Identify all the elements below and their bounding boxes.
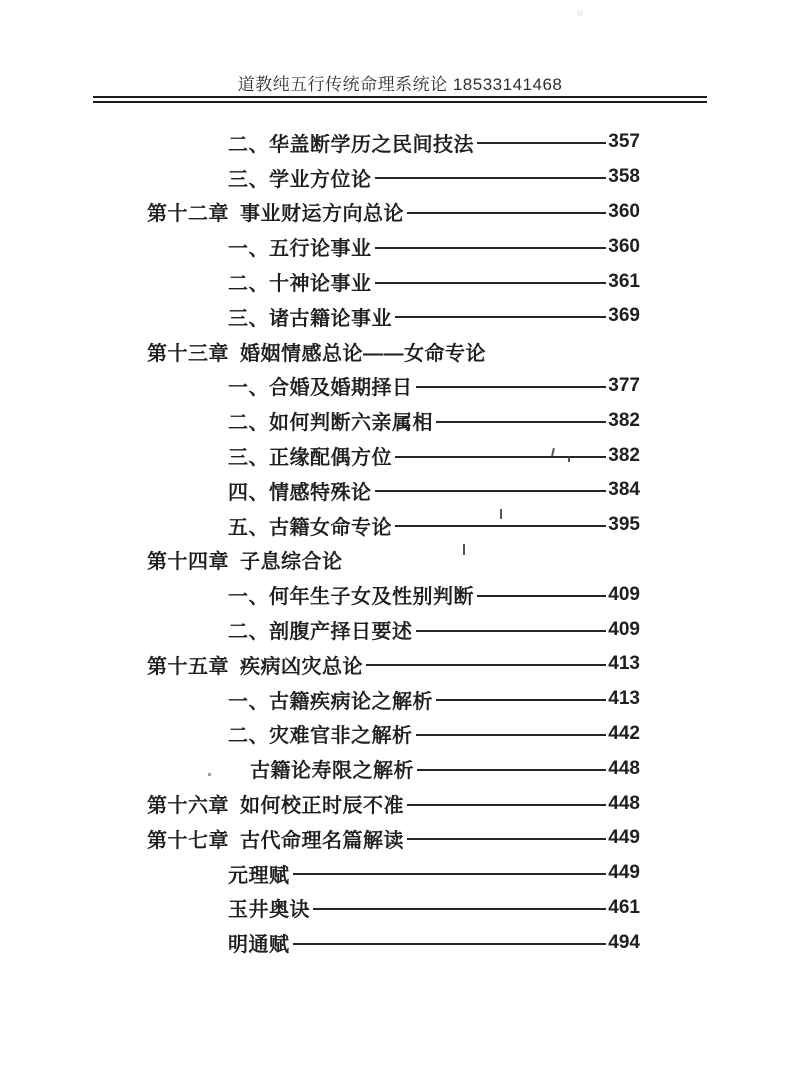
- toc-entry-title: 二、华盖断学历之民间技法: [228, 133, 474, 156]
- toc-page-number: 409: [608, 583, 640, 605]
- toc-row: [147, 125, 640, 160]
- toc-row: [147, 751, 640, 786]
- toc-dash-leader: [416, 386, 607, 388]
- scan-artifact: [500, 509, 502, 519]
- toc-dash-leader: [436, 699, 606, 701]
- toc-row: [147, 438, 640, 473]
- toc-chapter-label: 第十三章: [147, 342, 229, 365]
- toc-page-number: 384: [608, 479, 640, 501]
- toc-row: [147, 299, 640, 334]
- toc-entry-title: 事业财运方向总论: [240, 203, 404, 226]
- toc-dash-leader: [477, 142, 606, 144]
- toc-page-number: 448: [608, 757, 640, 779]
- toc-entry-title: 一、何年生子女及性别判断: [228, 586, 474, 609]
- toc-dash-leader: [375, 177, 607, 179]
- toc-row: [147, 682, 640, 717]
- scan-artifact: [568, 456, 570, 462]
- toc-row: [147, 543, 640, 578]
- toc-dash-leader: [436, 421, 606, 423]
- toc-dash-leader: [293, 943, 607, 945]
- toc-dash-leader: [375, 282, 607, 284]
- scan-artifact: [208, 773, 211, 776]
- toc-dash-leader: [407, 804, 606, 806]
- toc-entry-title: 古籍论寿限之解析: [250, 760, 414, 783]
- toc-chapter-label: 第十六章: [147, 795, 229, 818]
- running-header-title: 道教纯五行传统命理系统论 18533141468: [237, 75, 563, 94]
- toc-row: [147, 195, 640, 230]
- toc-entry-title: 明通赋: [228, 934, 290, 957]
- toc-row: [147, 577, 640, 612]
- scan-artifact: [463, 544, 465, 555]
- toc-dash-leader: [395, 316, 606, 318]
- toc-row: [147, 925, 640, 960]
- toc-entry-title: 如何校正时辰不准: [240, 795, 404, 818]
- scan-artifact: [577, 10, 583, 16]
- toc-page-number: 382: [608, 444, 640, 466]
- toc-row: [147, 264, 640, 299]
- toc-entry-title: 一、五行论事业: [228, 238, 372, 261]
- toc-page-number: 442: [608, 722, 640, 744]
- toc-entry-title: 元理赋: [228, 864, 290, 887]
- toc-row: [147, 856, 640, 891]
- toc-entry-title: 三、学业方位论: [228, 168, 372, 191]
- toc-page-number: 360: [608, 235, 640, 257]
- toc-entry-title: 婚姻情感总论——女命专论: [240, 342, 486, 365]
- toc-dash-leader: [416, 734, 607, 736]
- toc-row: [147, 334, 640, 369]
- toc-dash-leader: [395, 456, 606, 458]
- toc-row: [147, 473, 640, 508]
- toc-page-number: 461: [608, 896, 640, 918]
- toc-page-number: 449: [608, 827, 640, 849]
- toc-entry-title: 五、古籍女命专论: [228, 516, 392, 539]
- toc-page-number: 357: [608, 131, 640, 153]
- toc-dash-leader: [395, 525, 606, 527]
- toc-row: [147, 717, 640, 752]
- toc-chapter-label: 第十四章: [147, 551, 229, 574]
- toc-page-number: 360: [608, 200, 640, 222]
- header-double-rule: [93, 96, 707, 103]
- toc-page-number: 413: [608, 688, 640, 710]
- toc-row: [147, 508, 640, 543]
- toc-row: [147, 403, 640, 438]
- toc-page-number: 494: [608, 931, 640, 953]
- toc-entry-title: 二、如何判断六亲属相: [228, 412, 433, 435]
- toc-row: [147, 647, 640, 682]
- toc-row: [147, 369, 640, 404]
- toc-entry-title: 疾病凶灾总论: [240, 655, 363, 678]
- toc-entry-title: 一、合婚及婚期择日: [228, 377, 413, 400]
- toc-row: [147, 229, 640, 264]
- toc-row: [147, 612, 640, 647]
- toc-entry-title: 子息综合论: [240, 551, 343, 574]
- toc-entry-title: 古代命理名篇解读: [240, 829, 404, 852]
- toc-dash-leader: [375, 247, 607, 249]
- toc-chapter-label: 第十七章: [147, 829, 229, 852]
- toc-page-number: 361: [608, 270, 640, 292]
- toc-dash-leader: [375, 490, 607, 492]
- toc-dash-leader: [416, 630, 607, 632]
- toc-dash-leader: [477, 595, 606, 597]
- toc-dash-leader: [293, 873, 607, 875]
- toc-entry-title: 玉井奥诀: [228, 899, 310, 922]
- toc-chapter-label: 第十五章: [147, 655, 229, 678]
- toc-entry-title: 二、十神论事业: [228, 273, 372, 296]
- toc-page-number: 377: [608, 374, 640, 396]
- toc-page-number: 448: [608, 792, 640, 814]
- toc-page-number: 413: [608, 653, 640, 675]
- toc-entry-title: 三、诸古籍论事业: [228, 307, 392, 330]
- toc-page-number: 369: [608, 305, 640, 327]
- toc-entry-title: 一、古籍疾病论之解析: [228, 690, 433, 713]
- toc-row: [147, 786, 640, 821]
- toc-page-number: 395: [608, 514, 640, 536]
- toc-chapter-label: 第十二章: [147, 203, 229, 226]
- toc-entry-title: 二、剖腹产择日要述: [228, 621, 413, 644]
- toc-page-number: 409: [608, 618, 640, 640]
- toc-dash-leader: [366, 664, 606, 666]
- toc-dash-leader: [313, 908, 606, 910]
- table-of-contents: [147, 125, 640, 960]
- toc-entry-title: 四、情感特殊论: [228, 481, 372, 504]
- toc-row: [147, 891, 640, 926]
- toc-entry-title: 二、灾难官非之解析: [228, 725, 413, 748]
- toc-dash-leader: [407, 212, 606, 214]
- toc-dash-leader: [407, 838, 606, 840]
- toc-page-number: 382: [608, 409, 640, 431]
- toc-row: [147, 821, 640, 856]
- toc-page-number: 449: [608, 862, 640, 884]
- toc-row: [147, 160, 640, 195]
- toc-page-number: 358: [608, 166, 640, 188]
- toc-dash-leader: [417, 769, 606, 771]
- toc-entry-title: 三、正缘配偶方位: [228, 447, 392, 470]
